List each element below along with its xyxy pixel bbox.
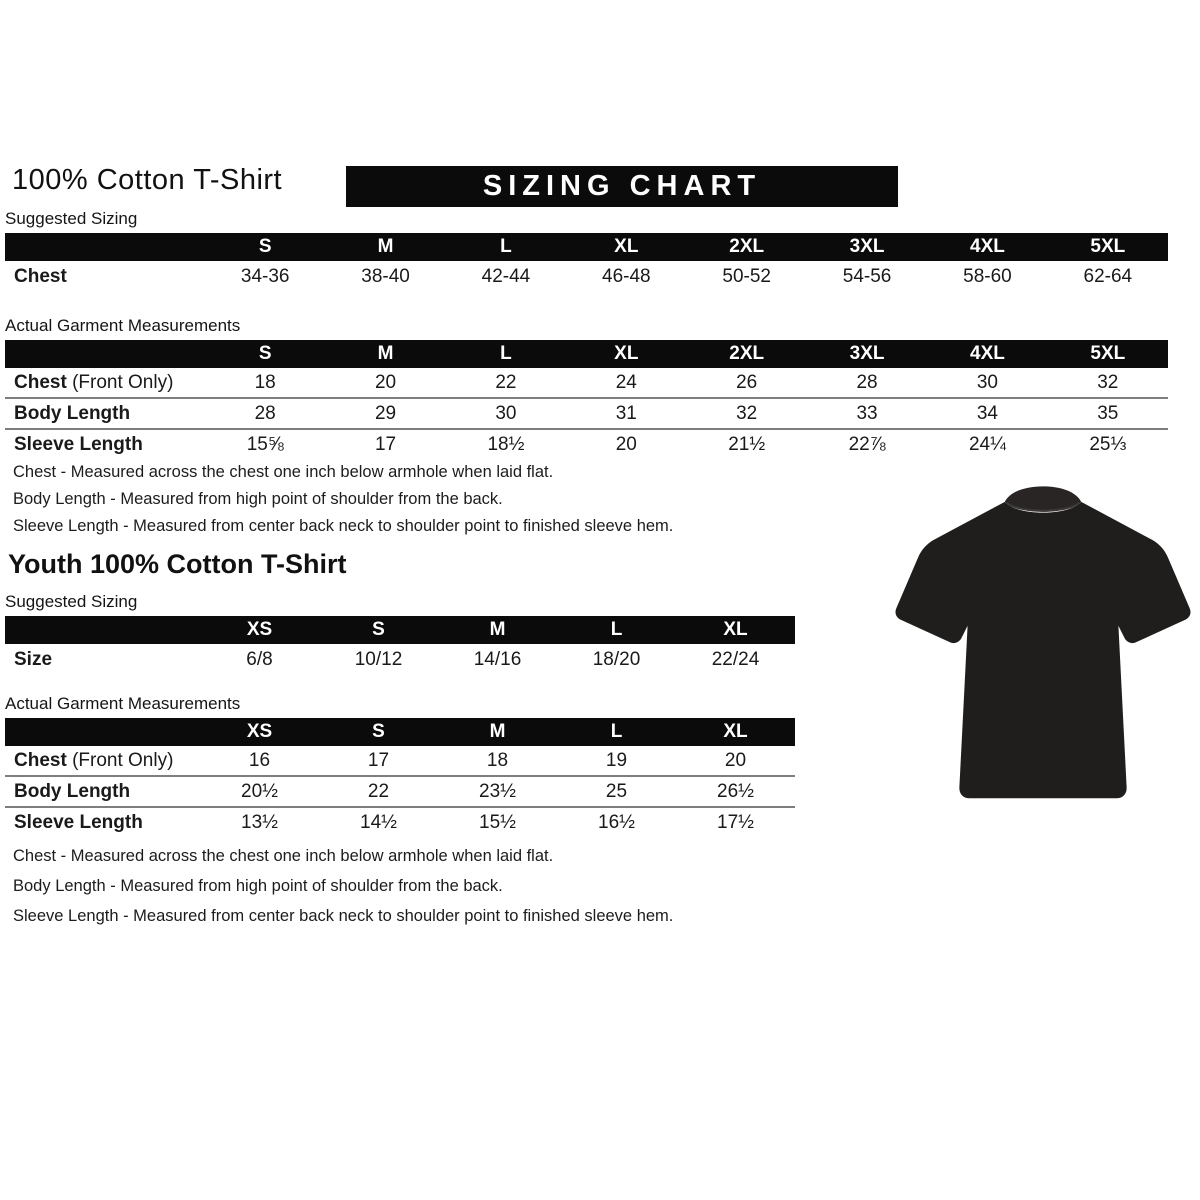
measurement-cell: 20 <box>724 749 747 771</box>
measurement-cell: 22 <box>367 780 390 802</box>
measurement-cell: 18½ <box>487 433 525 455</box>
table-row <box>5 775 795 806</box>
row-label: Body Length <box>14 402 131 424</box>
size-column-header: L <box>610 721 623 742</box>
measurement-cell: 13½ <box>241 811 278 833</box>
measurement-cell: 54-56 <box>842 265 892 287</box>
youth-section-title: Youth 100% Cotton T-Shirt <box>8 549 347 579</box>
measurement-cell: 34 <box>976 402 998 424</box>
size-column-header: S <box>258 343 272 364</box>
measurement-cell: 18 <box>486 749 509 771</box>
size-column-header: 2XL <box>729 343 765 364</box>
section-label-actual-measurements: Actual Garment Measurements <box>5 316 241 335</box>
youth-actual-section <box>5 694 795 837</box>
measurement-cell: 17½ <box>717 811 754 833</box>
section-label-youth-suggested: Suggested Sizing <box>5 592 138 611</box>
measurement-cell: 28 <box>254 402 276 424</box>
adult-suggested-table <box>5 233 1168 292</box>
youth-suggested-section <box>5 592 795 675</box>
measurement-cell: 24¼ <box>968 433 1006 455</box>
row-label: Chest <box>14 265 67 287</box>
row-label: Sleeve Length <box>14 433 143 455</box>
measurement-cell: 18/20 <box>592 648 641 670</box>
size-column-header: XL <box>614 343 639 364</box>
measurement-cell: 62-64 <box>1083 265 1133 287</box>
table-row <box>5 428 1168 459</box>
measurement-cell: 22 <box>495 371 517 393</box>
size-column-header: M <box>377 236 394 257</box>
table-header-bar <box>5 616 795 644</box>
measurement-cell: 25⅓ <box>1089 433 1127 455</box>
note-line: Body Length - Measured from high point of shoulder from the back. <box>13 877 503 895</box>
adult-actual-section <box>5 316 1168 459</box>
measurement-cell: 29 <box>374 402 397 424</box>
note-line: Chest - Measured across the chest one inch below armhole when laid flat. <box>13 463 554 481</box>
measurement-cell: 33 <box>856 402 878 424</box>
size-column-header: 3XL <box>849 236 885 257</box>
note-line: Chest - Measured across the chest one inch below armhole when laid flat. <box>13 847 554 865</box>
measurement-cell: 15⅝ <box>246 433 284 455</box>
measurement-cell: 22/24 <box>711 648 760 670</box>
size-column-header: S <box>372 721 385 742</box>
size-column-header: L <box>610 619 623 640</box>
size-column-header: S <box>258 236 272 257</box>
measurement-cell: 28 <box>856 371 878 393</box>
measurement-cell: 21½ <box>728 433 766 455</box>
table-row <box>5 806 795 837</box>
sizing-chart-banner: SIZING CHART <box>346 166 898 207</box>
measurement-cell: 38-40 <box>361 265 410 287</box>
size-column-header: S <box>372 619 385 640</box>
measurement-cell: 10/12 <box>354 648 403 670</box>
measurement-cell: 14/16 <box>473 648 522 670</box>
table-header-bar <box>5 233 1168 261</box>
measurement-cell: 20 <box>374 371 397 393</box>
measurement-cell: 58-60 <box>963 265 1012 287</box>
adult-actual-table <box>5 340 1168 459</box>
measurement-cell: 42-44 <box>481 265 531 287</box>
measurement-cell: 15½ <box>479 811 516 833</box>
size-column-header: XL <box>723 721 748 742</box>
size-column-header: 2XL <box>729 236 765 257</box>
size-column-header: L <box>500 236 512 257</box>
size-column-header: 5XL <box>1090 236 1126 257</box>
page-title: 100% Cotton T-Shirt <box>12 164 283 196</box>
measurement-cell: 17 <box>374 433 397 455</box>
measurement-cell: 23½ <box>479 780 516 802</box>
size-column-header: XS <box>246 619 273 640</box>
table-header-bar <box>5 718 795 746</box>
measurement-cell: 16½ <box>598 811 635 833</box>
measurement-cell: 31 <box>615 402 637 424</box>
tshirt-body <box>896 502 1191 798</box>
size-column-header: XL <box>614 236 639 257</box>
measurement-cell: 30 <box>495 402 517 424</box>
measurement-cell: 19 <box>605 749 628 771</box>
size-column-header: 4XL <box>970 343 1005 364</box>
row-label: Chest (Front Only) <box>14 749 174 771</box>
measurement-cell: 32 <box>736 402 758 424</box>
measurement-cell: 16 <box>248 749 271 771</box>
tshirt-photo <box>888 476 1198 821</box>
youth-measurement-notes <box>13 841 833 931</box>
size-column-header: 3XL <box>849 343 885 364</box>
size-column-header: 4XL <box>970 236 1005 257</box>
measurement-cell: 14½ <box>360 811 397 833</box>
size-column-header: XL <box>723 619 748 640</box>
size-column-header: M <box>489 721 506 742</box>
table-row <box>5 397 1168 428</box>
row-label: Chest (Front Only) <box>14 371 174 393</box>
table-row <box>5 261 1168 292</box>
measurement-cell: 46-48 <box>602 265 651 287</box>
note-line: Sleeve Length - Measured from center back neck to shoulder point to finished sleeve hem. <box>13 907 674 925</box>
table-row <box>5 644 795 675</box>
tshirt-graphic <box>888 476 1198 821</box>
measurement-cell: 22⅞ <box>848 433 886 455</box>
note-line: Body Length - Measured from high point of shoulder from the back. <box>13 490 503 508</box>
measurement-cell: 50-52 <box>722 265 771 287</box>
measurement-cell: 30 <box>976 371 998 393</box>
measurement-cell: 26½ <box>717 780 754 802</box>
measurement-cell: 34-36 <box>240 265 290 287</box>
measurement-cell: 6/8 <box>246 648 273 670</box>
section-label-suggested-sizing: Suggested Sizing <box>5 209 138 228</box>
measurement-cell: 26 <box>736 371 758 393</box>
size-column-header: L <box>500 343 512 364</box>
measurement-cell: 25 <box>605 780 628 802</box>
measurement-cell: 18 <box>254 371 276 393</box>
size-column-header: M <box>489 619 506 640</box>
row-label: Body Length <box>14 780 131 802</box>
youth-suggested-table <box>5 616 795 675</box>
note-line: Sleeve Length - Measured from center back neck to shoulder point to finished sleeve hem. <box>13 517 674 535</box>
table-row <box>5 746 795 775</box>
section-label-youth-actual: Actual Garment Measurements <box>5 694 241 713</box>
size-column-header: XS <box>246 721 273 742</box>
measurement-cell: 20½ <box>241 780 278 802</box>
measurement-cell: 24 <box>615 371 637 393</box>
adult-measurement-notes <box>13 459 813 540</box>
measurement-cell: 32 <box>1097 371 1119 393</box>
measurement-cell: 17 <box>367 749 390 771</box>
row-label: Sleeve Length <box>14 811 143 833</box>
adult-suggested-section <box>5 209 1168 292</box>
measurement-cell: 35 <box>1097 402 1119 424</box>
measurement-cell: 20 <box>615 433 637 455</box>
size-column-header: 5XL <box>1090 343 1126 364</box>
row-label: Size <box>14 648 53 670</box>
youth-actual-table <box>5 718 795 837</box>
table-row <box>5 368 1168 397</box>
table-header-bar <box>5 340 1168 368</box>
size-column-header: M <box>377 343 394 364</box>
